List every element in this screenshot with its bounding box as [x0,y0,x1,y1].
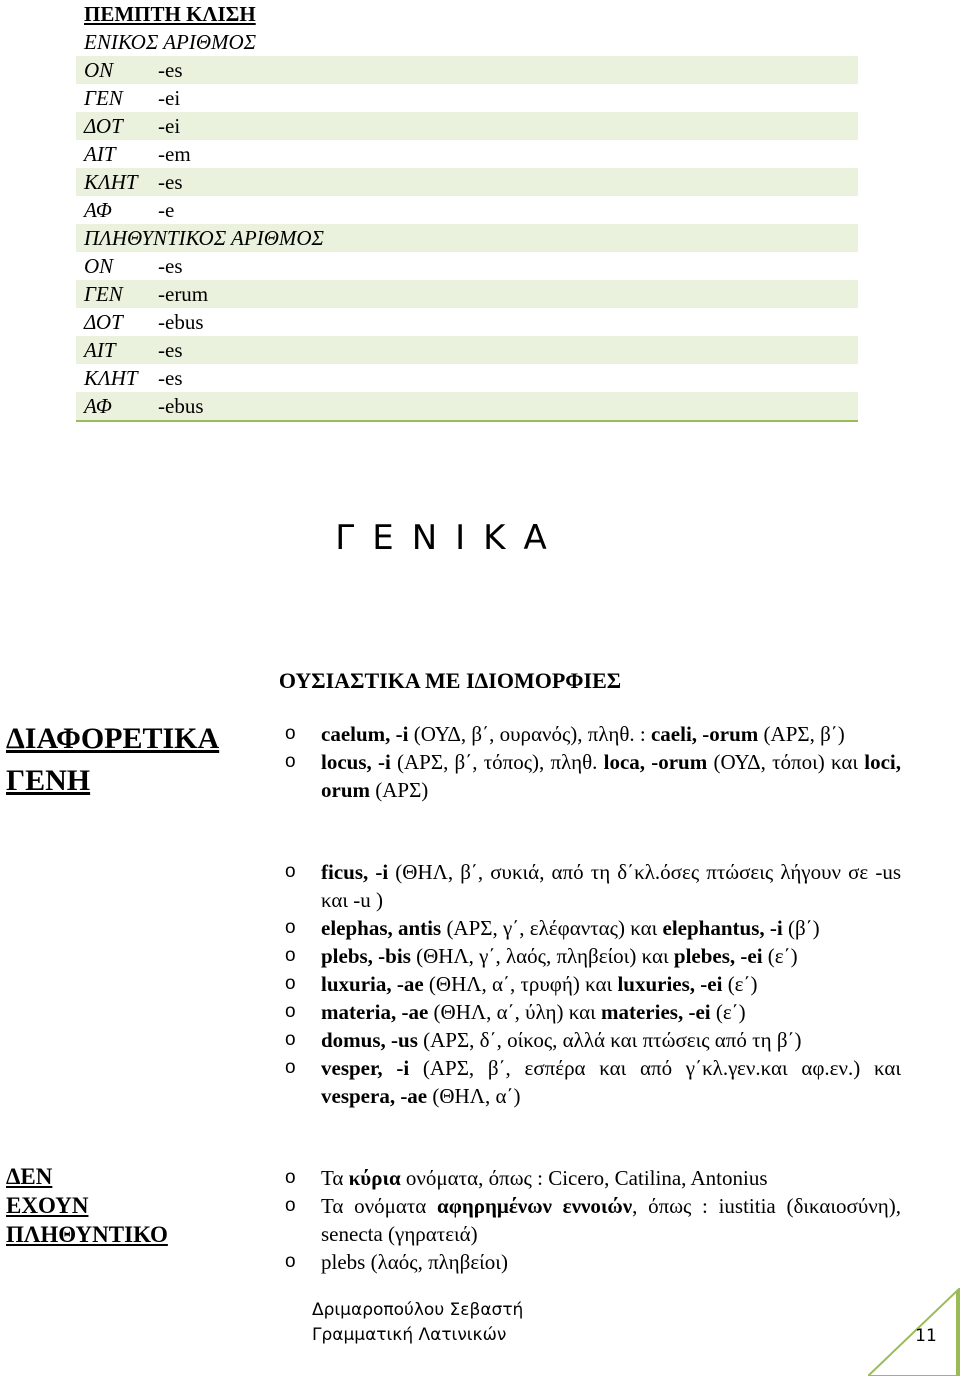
list-item [281,720,901,748]
bullet-icon: o [285,1029,296,1050]
list-item [281,1192,901,1248]
side-heading-no-plural [6,1162,168,1249]
footer-author: Δριμαροπούλου Σεβαστή [312,1300,524,1320]
case-ending: -em [158,142,191,166]
case-row [76,140,858,168]
bullet-icon: o [285,917,296,938]
case-row [76,364,858,392]
latin-term: materies, -ei [601,1000,711,1024]
case-row [76,336,858,364]
list-item [281,858,901,914]
bullet-icon: o [285,1251,296,1272]
list-text: (β΄) [782,916,820,940]
list-no-plural [281,1164,901,1276]
list-item [281,1248,901,1276]
bullet-icon: o [285,861,296,882]
list-text: (ΘΗΛ, α΄) [427,1084,521,1108]
list-item [281,1164,901,1192]
case-row [76,56,858,84]
bullet-icon: o [285,1001,296,1022]
bullet-icon: o [285,1167,296,1188]
declension-table [76,0,858,422]
case-ending: -es [150,56,858,84]
declension-title: ΠΕΜΠΤΗ ΚΛΙΣΗ [84,2,256,26]
list-text: , όπως : iustitia (δικαιοσύνη), senecta (γηρατειά) [321,1194,901,1246]
list-item [281,998,901,1026]
case-ending: -erum [150,280,858,308]
list-text: (ΑΡΣ, β΄, εσπέρα και από γ΄κλ.γεν.και αφ.εν.) και [409,1056,901,1080]
case-ending: -ei [150,112,858,140]
list-text: (ε΄) [762,944,798,968]
latin-term: locus, -i [321,750,391,774]
latin-term: ficus, -i [321,860,389,884]
bullet-icon: o [285,1195,296,1216]
list-text: (ΟΥΔ, τόποι) και [707,750,865,774]
list-text: Τα ονόματα [321,1194,438,1218]
case-row [76,84,858,112]
plural-label-row [76,224,858,252]
side-heading-line: ΓΕΝΗ [6,764,91,797]
side-heading-line: ΕΧΟΥΝ [6,1193,89,1218]
list-text: (ΑΡΣ, β΄, τόπος), πληθ. [390,750,604,774]
case-name: ΔΟΤ [76,112,150,140]
singular-label-row [76,28,858,56]
case-name: ΚΛΗΤ [84,366,138,390]
case-row [76,112,858,140]
list-item [281,1054,901,1110]
list-item [281,748,901,804]
list-item [281,942,901,970]
case-name: ΓΕΝ [84,86,123,110]
bullet-icon: o [285,751,296,772]
case-ending: -ebus [158,310,204,334]
list-text: (ΑΡΣ) [370,778,429,802]
case-ending: -es [150,168,858,196]
list-text: Τα [321,1166,349,1190]
list-text: (ΑΡΣ, β΄) [758,722,845,746]
case-ending: -es [158,366,183,390]
list-text: plebs (λαός, πληβείοι) [321,1250,508,1274]
latin-term: vespera, -ae [321,1084,428,1108]
list-text: (ε΄) [722,972,758,996]
list-text: (ΑΡΣ, γ΄, ελέφαντας) και [441,916,663,940]
footer-subject: Γραμματική Λατινικών [312,1325,507,1345]
case-name: ΟΝ [76,56,150,84]
plural-label: ΠΛΗΘΥΝΤΙΚΟΣ ΑΡΙΘΜΟΣ [76,224,858,252]
case-row [76,280,858,308]
case-name: ΓΕΝ [76,280,150,308]
case-name: ΑΙΤ [84,142,116,166]
case-row [76,196,858,224]
case-ending: -ei [158,86,181,110]
case-ending: -e [158,198,175,222]
list-text: ονόματα, όπως : Cicero, Catilina, Antonius [400,1166,768,1190]
case-name: ΟΝ [84,254,114,278]
list-text: (ΑΡΣ, δ΄, οίκος, αλλά και πτώσεις από τη β΄) [417,1028,802,1052]
list-text: (ε΄) [710,1000,746,1024]
bullet-icon: o [285,945,296,966]
case-ending: -ebus [150,392,858,421]
case-ending: -es [150,336,858,364]
latin-term: luxuries, -ei [617,972,723,996]
latin-term: elephantus, -i [662,916,783,940]
case-name: ΚΛΗΤ [76,168,150,196]
latin-term: domus, -us [321,1028,418,1052]
bullet-icon: o [285,973,296,994]
latin-term: αφηρημένων εννοιών [437,1194,633,1218]
page-number: 11 [915,1326,937,1346]
declension-title-row [76,0,858,28]
singular-label: ΕΝΙΚΟΣ ΑΡΙΘΜΟΣ [84,30,257,54]
case-row [76,308,858,336]
case-name: ΑΙΤ [76,336,150,364]
case-row [76,168,858,196]
case-name: ΑΦ [84,198,112,222]
side-heading-line: ΠΛΗΘΥΝΤΙΚΟ [6,1222,168,1247]
latin-term: plebes, -ei [673,944,763,968]
latin-term: plebs, -bis [321,944,411,968]
bullet-icon: o [285,723,296,744]
latin-term: κύρια [348,1166,401,1190]
list-text: (ΘΗΛ, α΄, ύλη) και [428,1000,601,1024]
list-double-forms [281,858,901,1110]
list-item [281,970,901,998]
case-name: ΑΦ [76,392,150,421]
bullet-icon: o [285,1057,296,1078]
section-title: ΟΥΣΙΑΣΤΙΚΑ ΜΕ ΙΔΙΟΜΟΡΦΙΕΣ [278,668,622,693]
case-row [76,252,858,280]
list-text: (ΘΗΛ, γ΄, λαός, πληβείοι) και [410,944,674,968]
list-item [281,914,901,942]
list-gender-change [281,720,901,804]
footer [312,1298,523,1348]
latin-term: luxuria, -ae [321,972,424,996]
latin-term: vesper, -i [321,1056,410,1080]
latin-term: materia, -ae [321,1000,429,1024]
case-ending: -es [158,254,183,278]
list-text: (ΘΗΛ, α΄, τρυφή) και [423,972,618,996]
latin-term: elephas, antis [321,916,442,940]
list-text: (ΟΥΔ, β΄, ουρανός), πληθ. : [408,722,651,746]
latin-term: loca, -orum [603,750,708,774]
latin-term: caelum, -i [321,722,409,746]
side-heading-different-genders [6,718,219,802]
side-heading-line: ΔΕΝ [6,1164,53,1189]
list-text: (ΘΗΛ, β΄, συκιά, από τη δ΄κλ.όσες πτώσεις λήγουν σε -us και -u ) [321,860,901,912]
case-row [76,392,858,421]
latin-term: caeli, -orum [650,722,759,746]
latin-term: loci, orum [321,750,901,802]
case-name: ΔΟΤ [84,310,123,334]
side-heading-line: ΔΙΑΦΟΡΕΤΙΚΑ [6,722,220,755]
general-heading: ΓΕΝΙΚΑ [335,518,565,558]
list-item [281,1026,901,1054]
